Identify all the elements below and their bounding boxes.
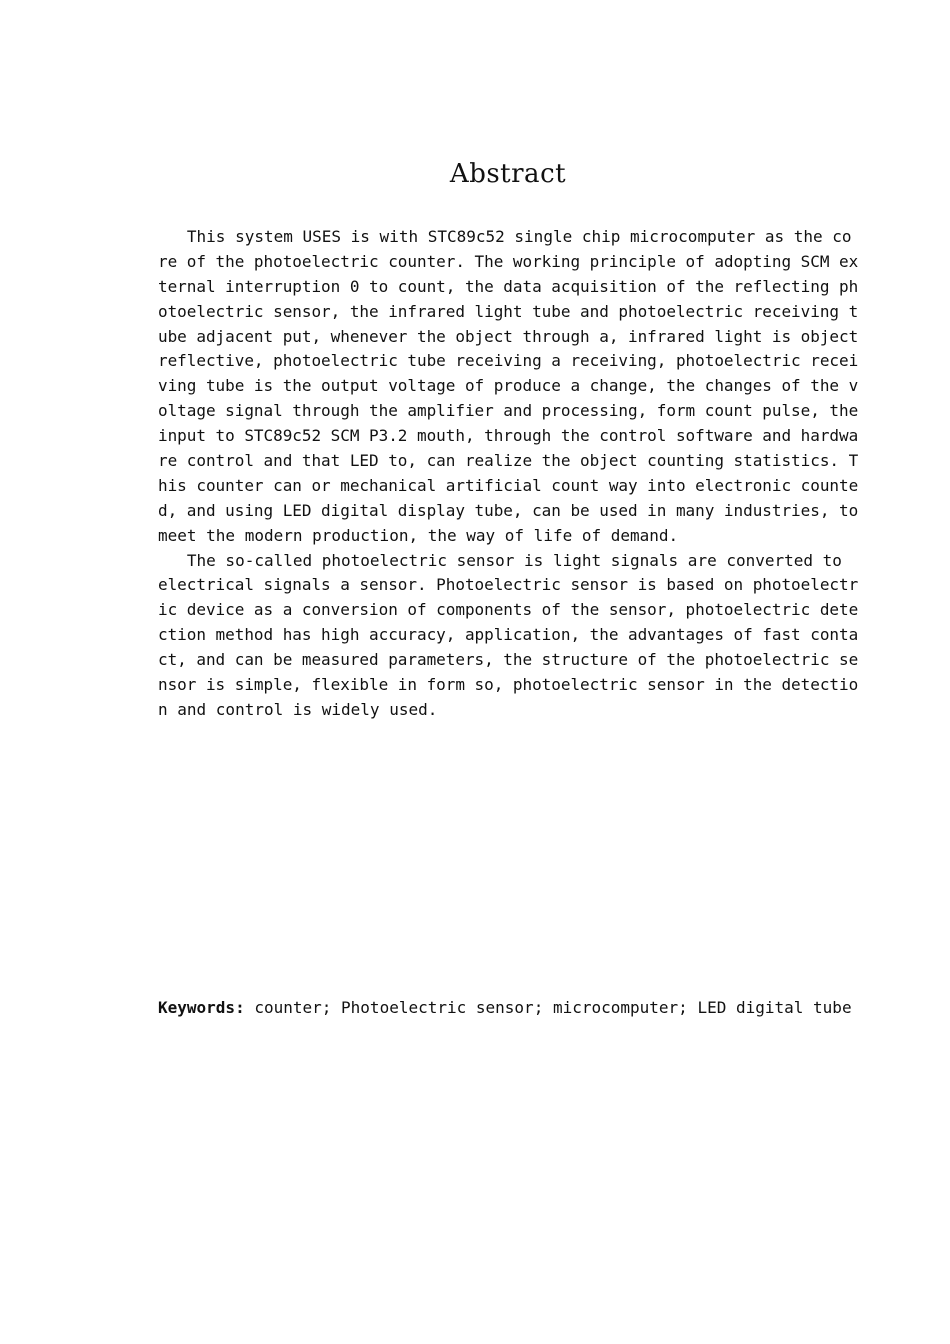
text-line: meet the modern production, the way of life of demand. bbox=[158, 525, 679, 545]
abstract-title: Abstract bbox=[449, 159, 567, 189]
text-line: reflective, photoelectric tube receiving a receiving, photoelectric recei bbox=[158, 351, 859, 371]
text-line: The so-called photoelectric sensor is light signals are converted to bbox=[158, 550, 842, 570]
text-line: d, and using LED digital display tube, can be used in many industries, to bbox=[158, 500, 859, 520]
abstract-body bbox=[158, 225, 858, 723]
text-line: input to STC89c52 SCM P3.2 mouth, through the control software and hardwa bbox=[158, 426, 859, 446]
text-line: re control and that LED to, can realize the object counting statistics. T bbox=[158, 451, 859, 471]
text-line: ct, and can be measured parameters, the structure of the photoelectric se bbox=[158, 650, 859, 670]
abstract-paragraph-2 bbox=[158, 549, 858, 723]
text-line: otoelectric sensor, the infrared light tube and photoelectric receiving t bbox=[158, 301, 859, 321]
keywords-label: Keywords: bbox=[158, 998, 245, 1017]
keywords-line bbox=[158, 996, 852, 1020]
text-line: This system USES is with STC89c52 single chip microcomputer as the co bbox=[158, 227, 852, 246]
text-line: ic device as a conversion of components of the sensor, photoelectric dete bbox=[158, 600, 859, 620]
text-line: oltage signal through the amplifier and processing, form count pulse, the bbox=[158, 401, 859, 421]
text-line: nsor is simple, flexible in form so, photoelectric sensor in the detectio bbox=[158, 675, 859, 695]
text-line: electrical signals a sensor. Photoelectric sensor is based on photoelectr bbox=[158, 575, 859, 595]
text-line: ube adjacent put, whenever the object through a, infrared light is object bbox=[158, 326, 859, 346]
abstract-paragraph-1 bbox=[158, 225, 858, 549]
text-line: ction method has high accuracy, application, the advantages of fast conta bbox=[158, 625, 859, 645]
text-line: his counter can or mechanical artificial count way into electronic counte bbox=[158, 475, 859, 495]
text-line: ving tube is the output voltage of produce a change, the changes of the v bbox=[158, 376, 859, 396]
text-line: ternal interruption 0 to count, the data acquisition of the reflecting ph bbox=[158, 276, 859, 296]
text-line: n and control is widely used. bbox=[158, 699, 438, 719]
keywords-text: counter; Photoelectric sensor; microcomputer; LED digital tube bbox=[244, 998, 852, 1017]
text-line: re of the photoelectric counter. The working principle of adopting SCM ex bbox=[158, 251, 859, 271]
